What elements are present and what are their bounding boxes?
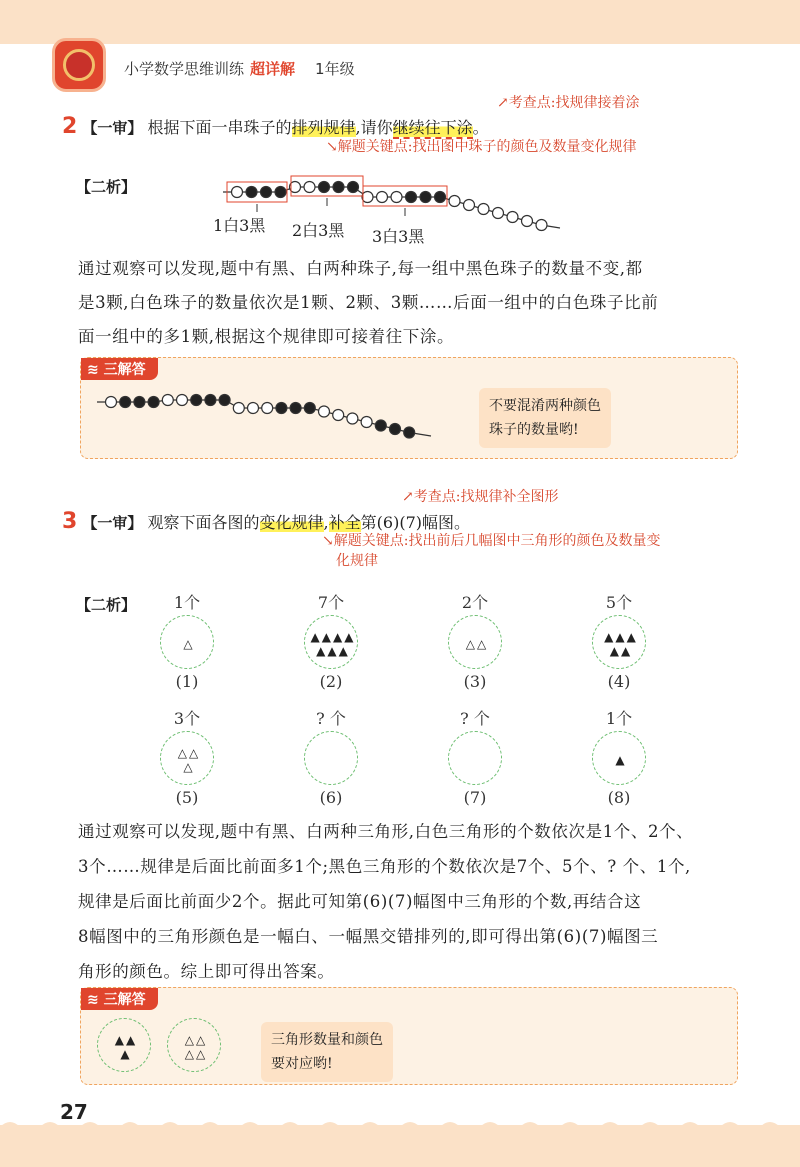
white-bead xyxy=(333,410,344,421)
white-bead xyxy=(319,406,330,417)
triangle-group xyxy=(161,732,215,786)
black-bead xyxy=(420,192,431,203)
q2-answer-tab: ≋ 三解答 xyxy=(81,358,158,380)
white-bead xyxy=(507,212,518,223)
black-bead xyxy=(261,187,272,198)
figure-label: (7) xyxy=(463,788,487,807)
triangle-group xyxy=(449,616,503,670)
triangle-group xyxy=(168,1019,222,1073)
black-bead xyxy=(275,187,286,198)
black-bead xyxy=(304,403,315,414)
q3-annotation-bottom: ↘解题关键点:找出前后几幅图中三角形的颜色及数量变 化规律 xyxy=(322,533,661,569)
black-triangle-icon: ▲ xyxy=(120,1047,130,1061)
white-bead xyxy=(522,216,533,227)
black-bead xyxy=(148,397,159,408)
white-bead xyxy=(464,200,475,211)
black-triangle-icon: ▲ xyxy=(333,630,343,644)
q2-tip-note: 不要混淆两种颜色 珠子的数量哟! xyxy=(479,388,611,448)
triangle-row xyxy=(168,1032,222,1046)
header-highlight: 超详解 xyxy=(250,60,296,78)
triangle-row xyxy=(98,1046,152,1060)
triangle-row xyxy=(593,752,647,766)
figure-label: (6) xyxy=(319,788,343,807)
header-series: 小学数学思维训练 xyxy=(124,60,245,78)
white-triangle-icon: △ xyxy=(183,637,193,651)
black-bead xyxy=(348,182,359,193)
figure-count: ? 个 xyxy=(316,709,346,728)
q2-annotation-top: ↗考查点:找规律接着涂 xyxy=(497,95,640,111)
answer-figure-circle xyxy=(97,1018,151,1072)
q3-text: 观察下面各图的变化规律,补全第(6)(7)幅图。 xyxy=(147,513,470,532)
black-triangle-icon: ▲ xyxy=(604,630,614,644)
bead-label-1: 1白3黑 xyxy=(213,216,266,235)
white-bead xyxy=(106,397,117,408)
q3-analysis-line: 规律是后面比前面少2个。据此可知第(6)(7)幅图中三角形的个数,再结合这 xyxy=(78,892,642,911)
figure-circle xyxy=(592,615,646,669)
bead-label-2: 2白3黑 xyxy=(292,221,345,240)
q2-tag-shen: 【一审】 xyxy=(82,119,143,137)
white-triangle-icon: △ xyxy=(196,1033,206,1047)
figure-label: (8) xyxy=(607,788,631,807)
triangle-row xyxy=(161,636,215,650)
figure-circle xyxy=(160,731,214,785)
figure-count: 5个 xyxy=(605,593,633,612)
figure-count: 1个 xyxy=(173,593,201,612)
white-bead xyxy=(304,182,315,193)
triangle-row xyxy=(593,643,647,657)
top-decorative-band xyxy=(0,0,800,44)
white-triangle-icon: △ xyxy=(184,1047,194,1061)
black-triangle-icon: ▲ xyxy=(338,644,348,658)
page-number: 27 xyxy=(60,1100,88,1124)
white-bead xyxy=(361,417,372,428)
black-triangle-icon: ▲ xyxy=(609,644,619,658)
black-bead xyxy=(406,192,417,203)
figure-circle xyxy=(448,731,502,785)
black-bead xyxy=(319,182,330,193)
black-triangle-icon: ▲ xyxy=(615,753,625,767)
black-bead xyxy=(333,182,344,193)
white-bead xyxy=(177,395,188,406)
white-bead xyxy=(377,192,388,203)
q3-annotation-top: ↗考查点:找规律补全图形 xyxy=(402,489,559,505)
white-bead xyxy=(536,220,547,231)
black-bead xyxy=(375,420,386,431)
q2-analysis xyxy=(78,252,658,354)
figure-circle xyxy=(304,731,358,785)
black-triangle-icon: ▲ xyxy=(114,1033,124,1047)
black-triangle-icon: ▲ xyxy=(615,630,625,644)
white-bead xyxy=(493,208,504,219)
figure-circle xyxy=(160,615,214,669)
logo-emblem-icon xyxy=(63,49,95,81)
q2-annotation-bottom: ↘解题关键点:找出图中珠子的颜色及数量变化规律 xyxy=(326,139,637,155)
q2-analysis-line: 通过观察可以发现,题中有黑、白两种珠子,每一组中黑色珠子的数量不变,都 xyxy=(78,259,643,278)
white-triangle-icon: △ xyxy=(465,637,475,651)
black-triangle-icon: ▲ xyxy=(621,644,631,658)
q2-answer-box xyxy=(80,357,738,459)
q3-tag-xi: 【二析】 xyxy=(76,596,137,614)
black-bead xyxy=(390,424,401,435)
q2-tag-xi: 【二析】 xyxy=(76,178,137,196)
white-bead xyxy=(391,192,402,203)
bottom-wave-decoration xyxy=(0,1117,800,1127)
bottom-decorative-band xyxy=(0,1125,800,1167)
black-bead xyxy=(134,397,145,408)
black-triangle-icon: ▲ xyxy=(126,1033,136,1047)
white-bead xyxy=(347,413,358,424)
black-bead xyxy=(205,395,216,406)
triangle-group xyxy=(305,616,359,670)
black-triangle-icon: ▲ xyxy=(327,644,337,658)
white-bead xyxy=(248,403,259,414)
black-triangle-icon: ▲ xyxy=(321,630,331,644)
white-bead xyxy=(449,196,460,207)
header-grade: 1年级 xyxy=(315,60,355,78)
white-triangle-icon: △ xyxy=(477,637,487,651)
figure-count: 1个 xyxy=(605,709,633,728)
white-triangle-icon: △ xyxy=(177,746,187,760)
q3-analysis-line: 通过观察可以发现,题中有黑、白两种三角形,白色三角形的个数依次是1个、2个、 xyxy=(78,822,694,841)
series-logo xyxy=(52,38,106,92)
q3-answer-tab: ≋ 三解答 xyxy=(81,988,158,1010)
figure-label: (5) xyxy=(175,788,199,807)
q3-answer-box xyxy=(80,987,738,1085)
figure-circle xyxy=(592,731,646,785)
triangle-group xyxy=(593,732,647,786)
white-bead xyxy=(262,403,273,414)
figure-count: 3个 xyxy=(173,709,201,728)
white-bead xyxy=(162,395,173,406)
white-triangle-icon: △ xyxy=(196,1047,206,1061)
q3-analysis-line: 角形的颜色。综上即可得出答案。 xyxy=(78,962,335,981)
black-bead xyxy=(276,403,287,414)
triangle-row xyxy=(161,759,215,773)
white-triangle-icon: △ xyxy=(183,760,193,774)
figure-circle xyxy=(448,615,502,669)
black-bead xyxy=(404,427,415,438)
white-bead xyxy=(362,192,373,203)
triangle-row xyxy=(593,629,647,643)
q2-text: 根据下面一串珠子的排列规律,请你继续往下涂。 xyxy=(147,118,489,137)
black-bead xyxy=(246,187,257,198)
triangle-group xyxy=(98,1019,152,1073)
q2-analysis-line: 面一组中的多1颗,根据这个规律即可接着往下涂。 xyxy=(78,327,455,346)
triangle-row xyxy=(449,636,503,650)
triangle-row xyxy=(161,745,215,759)
triangle-row xyxy=(305,643,359,657)
black-bead xyxy=(219,395,230,406)
top-wave-decoration xyxy=(0,30,800,46)
figure-count: ? 个 xyxy=(460,709,490,728)
q2-analysis-line: 是3颗,白色珠子的数量依次是1颗、2颗、3颗……后面一组中的白色珠子比前 xyxy=(78,293,659,312)
bead-label-3: 3白3黑 xyxy=(372,227,425,246)
figure-label: (4) xyxy=(607,672,631,691)
black-triangle-icon: ▲ xyxy=(316,644,326,658)
white-bead xyxy=(478,204,489,215)
black-triangle-icon: ▲ xyxy=(626,630,636,644)
figure-label: (2) xyxy=(319,672,343,691)
q3-tip-note: 三角形数量和颜色 要对应哟! xyxy=(261,1022,393,1082)
black-bead xyxy=(435,192,446,203)
triangle-row xyxy=(168,1046,222,1060)
answer-figure-circle xyxy=(167,1018,221,1072)
triangle-row xyxy=(98,1032,152,1046)
black-bead xyxy=(120,397,131,408)
triangle-group xyxy=(161,616,215,670)
q2-number: 2 xyxy=(62,114,78,139)
triangle-row xyxy=(305,629,359,643)
q3-analysis-line: 3个……规律是后面比前面多1个;黑色三角形的个数依次是7个、5个、? 个、1个, xyxy=(78,857,691,876)
figure-label: (3) xyxy=(463,672,487,691)
black-bead xyxy=(290,403,301,414)
figure-count: 2个 xyxy=(461,593,489,612)
white-bead xyxy=(233,403,244,414)
q3-tag-shen: 【一审】 xyxy=(82,514,143,532)
black-triangle-icon: ▲ xyxy=(310,630,320,644)
figure-count: 7个 xyxy=(317,593,345,612)
q3-analysis-line: 8幅图中的三角形颜色是一幅白、一幅黑交错排列的,即可得出第(6)(7)幅图三 xyxy=(78,927,659,946)
triangle-group xyxy=(593,616,647,670)
figure-label: (1) xyxy=(175,672,199,691)
black-triangle-icon: ▲ xyxy=(344,630,354,644)
white-triangle-icon: △ xyxy=(184,1033,194,1047)
black-bead xyxy=(191,395,202,406)
header-title xyxy=(124,58,355,79)
figure-circle xyxy=(304,615,358,669)
q2-answer-beads xyxy=(91,388,441,448)
white-triangle-icon: △ xyxy=(189,746,199,760)
q3-analysis xyxy=(78,814,693,989)
white-bead xyxy=(232,187,243,198)
q3-number: 3 xyxy=(62,509,78,534)
